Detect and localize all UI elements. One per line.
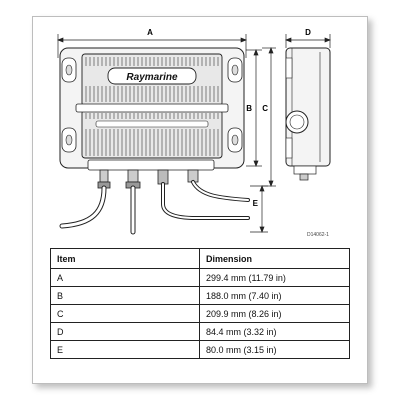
drawing-reference-code: D14062-1 [307, 232, 329, 238]
table-row [51, 269, 350, 287]
dimension-table [50, 248, 350, 359]
cable-connectors [98, 170, 198, 188]
table-row [51, 323, 350, 341]
table-row [51, 287, 350, 305]
dim-label-e: E [252, 199, 258, 208]
dim-label-d: D [305, 28, 311, 37]
row-item: C [51, 305, 200, 323]
unit-side-view [286, 48, 330, 180]
table-header-row [51, 249, 350, 269]
unit-front-view [60, 48, 244, 170]
row-item: E [51, 341, 200, 359]
dim-label-b: B [246, 104, 252, 113]
row-dimension: 299.4 mm (11.79 in) [200, 269, 350, 287]
row-item: A [51, 269, 200, 287]
row-dimension: 188.0 mm (7.40 in) [200, 287, 350, 305]
row-dimension: 84.4 mm (3.32 in) [200, 323, 350, 341]
brand-logo-text: Raymarine [126, 72, 178, 83]
table-row [51, 305, 350, 323]
row-item: D [51, 323, 200, 341]
dim-label-c: C [262, 104, 268, 113]
row-dimension: 80.0 mm (3.15 in) [200, 341, 350, 359]
row-item: B [51, 287, 200, 305]
dimension-e [250, 186, 268, 232]
cables [62, 182, 248, 232]
header-item: Item [51, 249, 200, 269]
row-dimension: 209.9 mm (8.26 in) [200, 305, 350, 323]
dimension-c [262, 48, 276, 186]
header-dimension: Dimension [200, 249, 350, 269]
table-row [51, 341, 350, 359]
dim-label-a: A [147, 28, 153, 37]
